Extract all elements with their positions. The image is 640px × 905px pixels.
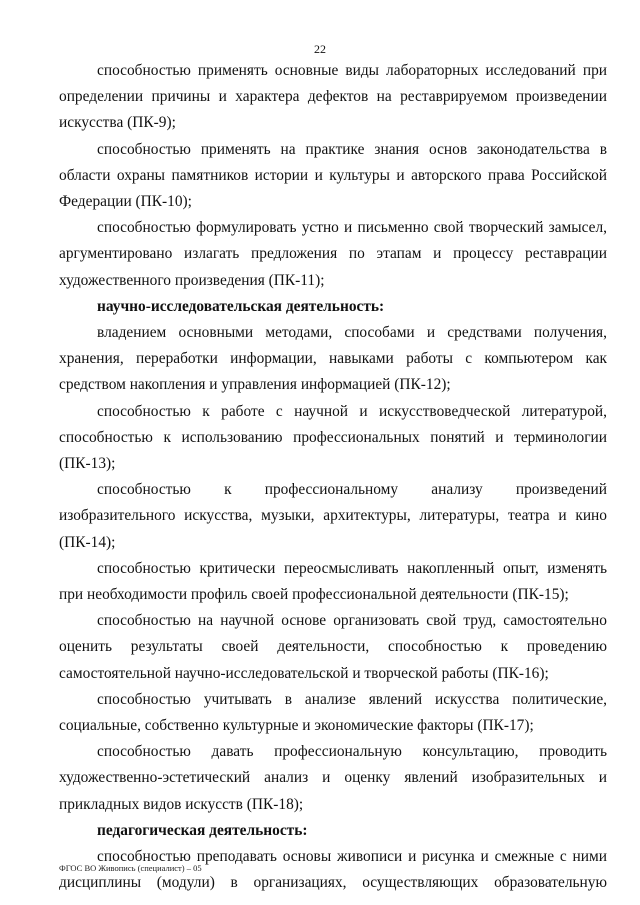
footer-document-code: ФГОС ВО Живопись (специалист) – 05 — [59, 863, 202, 873]
paragraph-pk10: способностью применять на практике знания основ законодательства в области охраны памятников истории и культуры и авторского права Российской Федерации (ПК-10); — [59, 140, 607, 211]
paragraph-pk11: способностью формулировать устно и письменно свой творческий замысел, аргументировано излагать предложения по этапам и процессу реставрации художественного произведения (ПК-11); — [59, 219, 607, 289]
paragraph-pk13: способностью к работе с научной и искусствоведческой литературой, способностью к использованию профессиональных понятий и терминологии (ПК-13); — [59, 402, 607, 473]
document-body — [59, 58, 607, 897]
page-number: 22 — [314, 42, 326, 56]
paragraph-teaching: способностью преподавать основы живописи и рисунка и смежные с ними дисциплины (модули) в организациях, осуществляющих образовательную — [59, 848, 607, 892]
paragraph-pk9: способностью применять основные виды лабораторных исследований при определении причины и характера дефектов на реставрируемом произведении искусства (ПК-9); — [59, 62, 607, 132]
paragraph-pk12: владением основными методами, способами и средствами получения, хранения, переработки информации, навыками работы с компьютером как средством накопления и управления информацией (ПК-12); — [59, 324, 607, 394]
heading-pedagogical-activity: педагогическая деятельность: — [97, 821, 308, 839]
paragraph-pk15: способностью критически переосмысливать накопленный опыт, изменять при необходимости профиль своей профессиональной деятельности (ПК-15); — [59, 559, 607, 604]
paragraph-pk14: способностью к профессиональному анализу произведений изобразительного искусства, музыки, архитектуры, литературы, театра и кино (ПК-14); — [59, 481, 607, 551]
paragraph-pk17: способностью учитывать в анализе явлений искусства политические, социальные, собственно культурные и экономические факторы (ПК-17); — [59, 690, 607, 735]
paragraph-pk16: способностью на научной основе организовать свой труд, самостоятельно оценить результаты своей деятельности, способностью к проведению самостоятельной научно-исследовательской и творческой работы (ПК-16); — [59, 612, 607, 682]
heading-research-activity: научно-исследовательская деятельность: — [97, 297, 385, 315]
paragraph-pk18: способностью давать профессиональную консультацию, проводить художественно-эстетический анализ и оценку явлений изобразительных и прикладных видов искусств (ПК-18); — [59, 743, 607, 813]
